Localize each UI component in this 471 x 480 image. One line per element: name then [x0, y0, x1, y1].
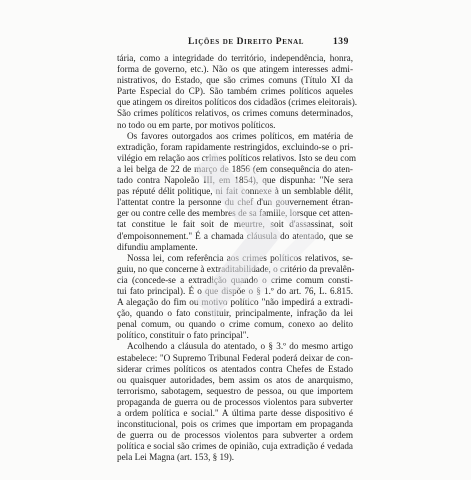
text-line: São crimes políticos relativos, os crimes comuns determinados, [117, 108, 353, 119]
text-line: Acolhendo a cláusula do atentado, o § 3.º do mesmo artigo [127, 341, 353, 352]
body-text [117, 53, 358, 463]
text-line: vilégio em relação aos crimes políticos relativos. Isto se deu com [117, 152, 357, 163]
paragraph [117, 341, 353, 463]
text-line: Nossa lei, com referência aos crimes políticos relativos, se- [127, 252, 353, 263]
paragraph [117, 253, 353, 342]
text-line: forma de governo, etc.). Não os que atingem interesses admi- [117, 64, 353, 75]
text-line: ção, quando o fato constituir, principalmente, infração da lei [117, 308, 353, 319]
text-line: a ordem política e social." A última parte desse dispositivo é [117, 408, 353, 418]
text-line: estabelece: "O Supremo Tribunal Federal poderá deixar de con- [117, 352, 353, 363]
text-line: A alegação do fim ou motivo político "não impedirá a extradi- [117, 297, 353, 308]
text-line: ger ou contre celle des membres de sa famille, lorsque cet atten- [117, 208, 353, 219]
text-line: d'empoisonnement." É a chamada cláusula do atentado, que se [117, 230, 353, 241]
text-line: l'attentat contre la personne du chef d'un gouvernement étran- [117, 197, 353, 208]
text-line: Parte Especial do CP). São também crimes políticos aqueles [117, 86, 353, 97]
text-line: a lei belga de 22 de março de 1856 (em consequência do aten- [117, 163, 353, 174]
text-line: terrorismo, sabotagem, sequestro de pessoa, ou que importem [117, 385, 353, 396]
text-line: pas réputé délit politique, ni fait connexe à un semblable délit, [117, 186, 353, 197]
text-line: ou quaisquer autoridades, bem assim os atos de anarquismo, [117, 374, 353, 385]
text-line: tui fato principal). É o que dispõe o § 1.º do art. 76, L. 6.815. [117, 285, 353, 296]
text-line: tat constitue le fait soit de meurtre, soit d'assassinat, soit [117, 219, 353, 230]
text-line: política e social são crimes de opinião, cuja extradição é vedada [117, 441, 353, 452]
text-line: tária, como a integridade do território, independência, honra, [117, 53, 353, 63]
text-line: tado contra Napoleão III, em 1854), que dispunha: "Ne sera [117, 175, 353, 186]
text-line: difundiu amplamente. [117, 241, 198, 252]
running-title: Lições de Direito Penal [188, 37, 305, 47]
text-line: inconstitucional, pois os crimes que importam em propaganda [117, 419, 353, 430]
text-line: propaganda de guerra ou de processos violentos para subverter [117, 396, 353, 407]
text-line: pela Lei Magna (art. 153, § 19). [117, 452, 235, 463]
text-line: penal comum, ou quando o crime comum, conexo ao delito [117, 319, 353, 330]
paragraph [117, 53, 358, 131]
text-line: nistrativos, do Estado, que são crimes comuns (Título XI da [117, 75, 353, 86]
paragraph [117, 130, 357, 253]
text-line: político, constituir o fato principal". [117, 330, 249, 341]
text-line: extradição, foram rapidamente restringidos, excluindo-se o pri- [117, 141, 353, 152]
text-line: Os favores outorgados aos crimes políticos, em matéria de [127, 130, 353, 141]
text-line: que atingem os direitos políticos dos cidadãos (crimes eleitorais). [117, 97, 358, 108]
text-line: siderar crimes políticos os atentados contra Chefes de Estado [117, 363, 353, 374]
page-number: 139 [332, 37, 349, 47]
text-line: guiu, no que concerne à extraditabilidade, o critério da prevalên- [117, 263, 355, 274]
text-line: de guerra ou de processos violentos para subverter a ordem [117, 430, 353, 441]
text-line: no todo ou em parte, por motivos políticos. [117, 119, 276, 130]
page-header [120, 37, 349, 49]
text-line: cia (concede-se a extradição quando o crime comum consti- [117, 274, 353, 285]
